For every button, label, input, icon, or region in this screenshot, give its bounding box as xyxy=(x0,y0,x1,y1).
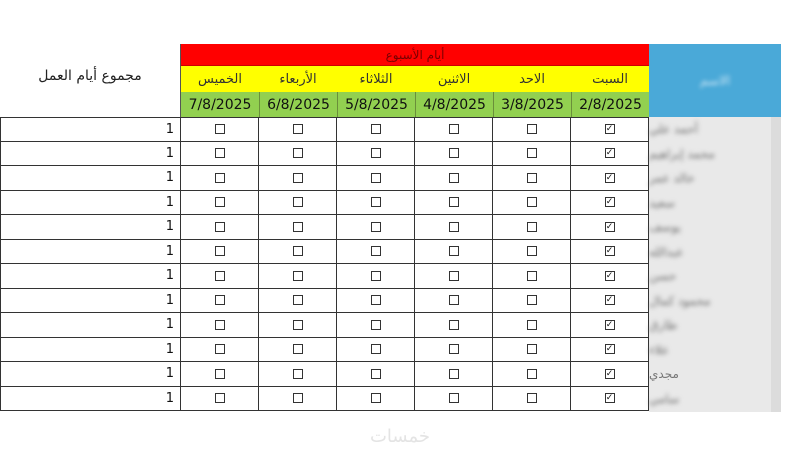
day-cell xyxy=(337,166,415,190)
unchecked-checkbox[interactable] xyxy=(449,173,459,183)
checked-checkbox[interactable]: ✓ xyxy=(605,124,614,135)
unchecked-checkbox[interactable] xyxy=(293,369,303,379)
table-row xyxy=(0,362,649,387)
checked-checkbox[interactable]: ✓ xyxy=(605,295,614,306)
day-cell xyxy=(415,313,493,337)
day-cell xyxy=(571,387,649,411)
day-cell xyxy=(493,118,571,141)
total-days-cell[interactable]: 1 xyxy=(0,313,181,337)
table-row xyxy=(0,215,649,240)
unchecked-checkbox[interactable] xyxy=(215,148,225,158)
day-cell xyxy=(571,166,649,190)
day-cell xyxy=(259,215,337,239)
employee-name-cell[interactable] xyxy=(649,289,771,314)
table-row xyxy=(0,142,649,167)
day-cell xyxy=(181,215,259,239)
unchecked-checkbox[interactable] xyxy=(449,393,459,403)
unchecked-checkbox[interactable] xyxy=(293,271,303,281)
date-header-3: 5/8/2025 xyxy=(337,92,415,117)
unchecked-checkbox[interactable] xyxy=(215,295,225,305)
total-days-cell[interactable]: 1 xyxy=(0,166,181,190)
day-names-row xyxy=(181,66,649,92)
day-header-0: السبت xyxy=(592,71,628,87)
unchecked-checkbox[interactable] xyxy=(527,222,537,232)
day-cell xyxy=(337,338,415,362)
checked-checkbox[interactable]: ✓ xyxy=(605,319,614,330)
unchecked-checkbox[interactable] xyxy=(527,173,537,183)
unchecked-checkbox[interactable] xyxy=(449,295,459,305)
total-days-cell[interactable]: 1 xyxy=(0,118,181,141)
table-row xyxy=(0,117,649,142)
day-header-2: الاثنين xyxy=(437,71,471,87)
day-cell xyxy=(181,387,259,411)
total-days-cell[interactable]: 1 xyxy=(0,362,181,386)
checked-checkbox[interactable]: ✓ xyxy=(605,246,614,257)
unchecked-checkbox[interactable] xyxy=(215,393,225,403)
total-days-cell[interactable]: 1 xyxy=(0,215,181,239)
employee-name-text: عبدالله xyxy=(649,244,684,259)
watermark-logo: خمسات xyxy=(369,426,431,447)
day-cell xyxy=(493,338,571,362)
unchecked-checkbox[interactable] xyxy=(371,295,381,305)
day-cell xyxy=(415,118,493,141)
employee-name-cell[interactable] xyxy=(649,117,771,142)
day-cell xyxy=(415,215,493,239)
table-row xyxy=(0,289,649,314)
day-cell xyxy=(415,191,493,215)
unchecked-checkbox[interactable] xyxy=(371,222,381,232)
day-cell xyxy=(571,215,649,239)
total-days-cell[interactable]: 1 xyxy=(0,387,181,411)
employee-name-cell[interactable] xyxy=(649,166,771,191)
day-cell xyxy=(415,387,493,411)
day-cell xyxy=(571,142,649,166)
checked-checkbox[interactable]: ✓ xyxy=(605,393,614,404)
unchecked-checkbox[interactable] xyxy=(215,246,225,256)
unchecked-checkbox[interactable] xyxy=(215,222,225,232)
date-header-1: 3/8/2025 xyxy=(493,92,571,117)
day-cell xyxy=(415,166,493,190)
day-cell xyxy=(259,240,337,264)
employee-name-text: خالد عمر xyxy=(649,171,695,186)
unchecked-checkbox[interactable] xyxy=(215,173,225,183)
table-row xyxy=(0,264,649,289)
employee-name-cell[interactable] xyxy=(649,313,771,338)
total-days-cell[interactable]: 1 xyxy=(0,264,181,288)
unchecked-checkbox[interactable] xyxy=(371,173,381,183)
employee-name-text: محمود كمال xyxy=(649,293,711,308)
day-cell xyxy=(337,215,415,239)
unchecked-checkbox[interactable] xyxy=(293,295,303,305)
unchecked-checkbox[interactable] xyxy=(371,124,381,134)
unchecked-checkbox[interactable] xyxy=(293,393,303,403)
day-cell xyxy=(259,338,337,362)
unchecked-checkbox[interactable] xyxy=(371,246,381,256)
day-header-3: الثلاثاء xyxy=(359,71,393,87)
employee-names-column xyxy=(649,117,781,412)
employee-name-text: طارق xyxy=(649,318,678,333)
employee-name-text: يوسف xyxy=(649,220,682,235)
unchecked-checkbox[interactable] xyxy=(293,124,303,134)
employee-name-cell[interactable] xyxy=(649,387,771,412)
day-cell xyxy=(259,118,337,141)
day-cell xyxy=(415,362,493,386)
checked-checkbox[interactable]: ✓ xyxy=(605,148,614,159)
day-cell xyxy=(181,338,259,362)
day-cell xyxy=(493,142,571,166)
day-cell xyxy=(337,313,415,337)
unchecked-checkbox[interactable] xyxy=(449,344,459,354)
unchecked-checkbox[interactable] xyxy=(293,344,303,354)
date-header-4: 6/8/2025 xyxy=(259,92,337,117)
date-header-5: 7/8/2025 xyxy=(188,96,252,113)
day-cell xyxy=(181,118,259,141)
day-cell xyxy=(259,166,337,190)
unchecked-checkbox[interactable] xyxy=(293,246,303,256)
day-cell xyxy=(493,362,571,386)
day-cell xyxy=(337,264,415,288)
day-cell xyxy=(493,240,571,264)
day-cell xyxy=(493,313,571,337)
day-cell xyxy=(493,191,571,215)
unchecked-checkbox[interactable] xyxy=(371,344,381,354)
checked-checkbox[interactable]: ✓ xyxy=(605,197,614,208)
checked-checkbox[interactable]: ✓ xyxy=(605,221,614,232)
date-header-2: 4/8/2025 xyxy=(415,92,493,117)
day-cell xyxy=(415,289,493,313)
day-cell xyxy=(259,289,337,313)
day-cell xyxy=(415,338,493,362)
employee-name-cell[interactable] xyxy=(649,142,771,167)
unchecked-checkbox[interactable] xyxy=(449,197,459,207)
day-cell xyxy=(571,289,649,313)
employee-name-text: سعيد xyxy=(649,195,675,210)
employee-name-cell[interactable] xyxy=(649,338,771,363)
unchecked-checkbox[interactable] xyxy=(293,320,303,330)
day-cell xyxy=(493,166,571,190)
day-cell xyxy=(181,313,259,337)
table-row xyxy=(0,313,649,338)
checked-checkbox[interactable]: ✓ xyxy=(605,270,614,281)
employee-name-cell[interactable] xyxy=(649,264,771,289)
checked-checkbox[interactable]: ✓ xyxy=(605,344,614,355)
day-cell xyxy=(415,142,493,166)
day-cell xyxy=(337,362,415,386)
unchecked-checkbox[interactable] xyxy=(371,393,381,403)
employee-name-text: محمد إبراهيم xyxy=(649,146,715,161)
day-cell xyxy=(259,191,337,215)
unchecked-checkbox[interactable] xyxy=(527,246,537,256)
table-row xyxy=(0,338,649,363)
day-cell xyxy=(259,142,337,166)
employee-name-cell[interactable] xyxy=(649,362,771,387)
unchecked-checkbox[interactable] xyxy=(293,197,303,207)
unchecked-checkbox[interactable] xyxy=(371,197,381,207)
unchecked-checkbox[interactable] xyxy=(371,271,381,281)
checked-checkbox[interactable]: ✓ xyxy=(605,172,614,183)
total-days-cell[interactable]: 1 xyxy=(0,338,181,362)
unchecked-checkbox[interactable] xyxy=(215,124,225,134)
unchecked-checkbox[interactable] xyxy=(293,222,303,232)
employee-name-text: مجدي xyxy=(649,367,679,382)
unchecked-checkbox[interactable] xyxy=(293,148,303,158)
day-cell xyxy=(181,264,259,288)
day-cell xyxy=(181,191,259,215)
table-row xyxy=(0,387,649,412)
day-cell xyxy=(493,387,571,411)
total-days-header: مجموع أيام العمل xyxy=(0,44,181,118)
unchecked-checkbox[interactable] xyxy=(215,369,225,379)
day-cell xyxy=(337,240,415,264)
employee-name-cell[interactable] xyxy=(649,191,771,216)
unchecked-checkbox[interactable] xyxy=(449,222,459,232)
day-cell xyxy=(571,338,649,362)
unchecked-checkbox[interactable] xyxy=(527,124,537,134)
day-cell xyxy=(571,313,649,337)
total-days-cell[interactable]: 1 xyxy=(0,289,181,313)
employee-name-cell[interactable] xyxy=(649,240,771,265)
table-row xyxy=(0,166,649,191)
day-cell xyxy=(571,362,649,386)
date-header-0: 2/8/2025 xyxy=(571,92,649,117)
table-row xyxy=(0,240,649,265)
table-row xyxy=(0,191,649,216)
name-column-header xyxy=(649,44,781,118)
day-cell xyxy=(259,362,337,386)
unchecked-checkbox[interactable] xyxy=(527,271,537,281)
employee-name-text: سامي xyxy=(649,391,680,406)
day-cell xyxy=(181,240,259,264)
day-cell xyxy=(493,289,571,313)
unchecked-checkbox[interactable] xyxy=(371,369,381,379)
unchecked-checkbox[interactable] xyxy=(371,148,381,158)
unchecked-checkbox[interactable] xyxy=(293,173,303,183)
day-cell xyxy=(493,264,571,288)
day-cell xyxy=(181,362,259,386)
day-cell xyxy=(571,191,649,215)
day-cell xyxy=(337,191,415,215)
day-cell xyxy=(337,387,415,411)
day-header-4: الأربعاء xyxy=(279,71,317,87)
day-cell xyxy=(571,118,649,141)
day-cell xyxy=(337,289,415,313)
employee-name-text: حسن xyxy=(649,269,677,284)
day-cell xyxy=(259,264,337,288)
day-cell xyxy=(337,142,415,166)
employee-name-text: أحمد علي xyxy=(649,122,698,137)
total-days-cell[interactable]: 1 xyxy=(0,191,181,215)
unchecked-checkbox[interactable] xyxy=(371,320,381,330)
day-cell xyxy=(181,166,259,190)
unchecked-checkbox[interactable] xyxy=(215,344,225,354)
unchecked-checkbox[interactable] xyxy=(527,369,537,379)
day-cell xyxy=(181,289,259,313)
unchecked-checkbox[interactable] xyxy=(449,148,459,158)
day-cell xyxy=(493,215,571,239)
week-days-header: أيام الأسبوع xyxy=(181,44,649,66)
day-header-5: الخميس xyxy=(198,71,242,87)
day-cell xyxy=(571,240,649,264)
name-header-label: الاسم xyxy=(699,73,731,89)
unchecked-checkbox[interactable] xyxy=(449,369,459,379)
day-cell xyxy=(415,240,493,264)
unchecked-checkbox[interactable] xyxy=(449,320,459,330)
employee-name-text: علاء xyxy=(649,342,669,357)
day-header-1: الاحد xyxy=(519,71,545,87)
day-cell xyxy=(259,387,337,411)
unchecked-checkbox[interactable] xyxy=(449,124,459,134)
day-cell xyxy=(259,313,337,337)
unchecked-checkbox[interactable] xyxy=(215,197,225,207)
attendance-grid xyxy=(0,117,649,411)
unchecked-checkbox[interactable] xyxy=(449,271,459,281)
day-cell xyxy=(571,264,649,288)
total-days-cell[interactable]: 1 xyxy=(0,142,181,166)
unchecked-checkbox[interactable] xyxy=(527,295,537,305)
unchecked-checkbox[interactable] xyxy=(215,271,225,281)
unchecked-checkbox[interactable] xyxy=(527,344,537,354)
unchecked-checkbox[interactable] xyxy=(215,320,225,330)
day-cell xyxy=(337,118,415,141)
unchecked-checkbox[interactable] xyxy=(527,148,537,158)
day-cell xyxy=(415,264,493,288)
unchecked-checkbox[interactable] xyxy=(449,246,459,256)
total-days-cell[interactable]: 1 xyxy=(0,240,181,264)
unchecked-checkbox[interactable] xyxy=(527,320,537,330)
employee-name-cell[interactable] xyxy=(649,215,771,240)
unchecked-checkbox[interactable] xyxy=(527,393,537,403)
unchecked-checkbox[interactable] xyxy=(527,197,537,207)
dates-row xyxy=(181,92,649,118)
checked-checkbox[interactable]: ✓ xyxy=(605,368,614,379)
day-cell xyxy=(181,142,259,166)
